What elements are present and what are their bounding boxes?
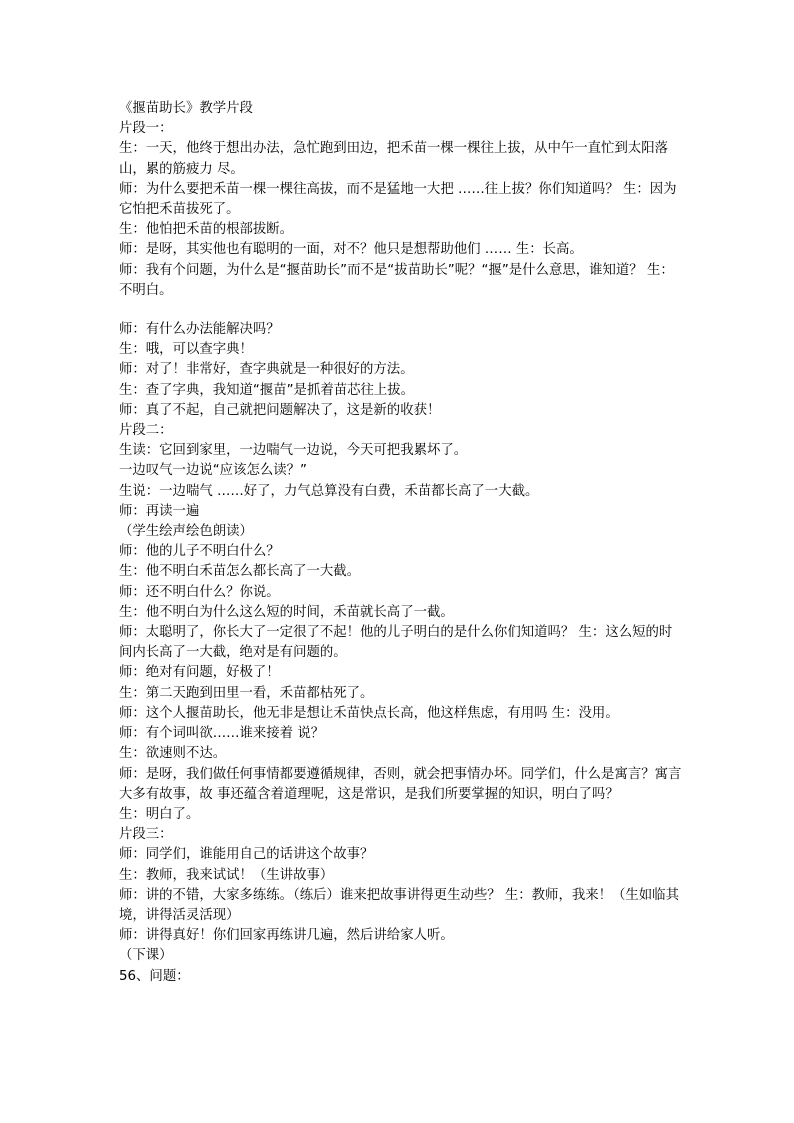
text-line: 生说：一边喘气 ……好了，力气总算没有白费，禾苗都长高了一大截。 — [119, 483, 539, 499]
text-line: 生：明白了。 — [119, 806, 200, 822]
document-title: 《揠苗助长》教学片段 — [119, 101, 253, 116]
text-line: 生：第二天跑到田里一看，禾苗都枯死了。 — [119, 685, 374, 701]
text-line: 师：有个词叫欲……谁来接着 说？ — [119, 726, 325, 742]
text-line: 师：这个人揠苗助长，他无非是想让禾苗快点长高，他这样焦虑，有用吗 生：没用。 — [119, 705, 619, 721]
document-body — [119, 99, 685, 987]
text-line: 师：我有个问题，为什么是“揠苗助长”而不是“拔苗助长”呢？“揠”是什么意思，谁知道？ 生：不明白。 — [119, 262, 674, 298]
text-line: 师：是呀，其实他也有聪明的一面，对不？他只是想帮助他们 …… 生：长高。 — [119, 242, 583, 258]
text-line: 师：有什么办法能解决吗？ — [119, 322, 280, 338]
text-line: 生：他不明白禾苗怎么都长高了一大截。 — [119, 564, 361, 580]
text-line: 师：再读一遍 — [119, 503, 200, 519]
question-number: 56、问题： — [119, 968, 190, 984]
section-heading: 片段一： — [119, 121, 173, 137]
text-line: 生：一天，他终于想出办法，急忙跑到田边，把禾苗一棵一棵往上拔，从中午一直忙到太阳落山，累的筋疲力 尽。 — [119, 141, 669, 177]
text-line: 师：真了不起，自己就把问题解决了，这是新的收获！ — [119, 402, 441, 418]
text-line: 师：他的儿子不明白什么？ — [119, 544, 280, 560]
text-line: 师：同学们，谁能用自己的话讲这个故事？ — [119, 847, 374, 863]
text-line: 生：哦，可以查字典！ — [119, 342, 253, 358]
section-heading: 片段三： — [119, 827, 173, 843]
text-line: 生：查了字典，我知道“揠苗”是抓着苗芯往上拔。 — [119, 382, 415, 398]
text-line: 师：还不明白什么？你说。 — [119, 584, 280, 600]
text-line: 师：对了！非常好，查字典就是一种很好的方法。 — [119, 362, 414, 378]
text-line: 生：他怕把禾苗的根部拔断。 — [119, 222, 294, 238]
text-line: 一边叹气一边说“应该怎么读？” — [119, 463, 307, 479]
text-line: （下课） — [119, 948, 173, 964]
text-line: 生：欲速则不达。 — [119, 746, 227, 762]
text-line: 师：绝对有问题，好极了！ — [119, 665, 280, 681]
text-line: 师：太聪明了，你长大了一定很了不起！他的儿子明白的是什么你们知道吗？ 生：这么短的时间内长高了一大截，绝对是有问题的。 — [119, 625, 673, 661]
text-line: 师：为什么要把禾苗一棵一棵往高拔，而不是猛地一大把 ……往上拔？你们知道吗？ 生：因为它怕把禾苗拔死了。 — [119, 181, 677, 218]
text-line: 师：是呀，我们做任何事情都要遵循规律，否则，就会把事情办坏。同学们，什么是寓言？寓言大多有故事，故 事还蕴含着道理呢，这是常识，是我们所要掌握的知识，明白了吗？ — [119, 766, 682, 802]
section-heading: 片段二： — [119, 423, 173, 439]
blank-line — [119, 301, 685, 320]
text-line: 生：教师，我来试试！（生讲故事） — [119, 867, 334, 883]
text-line: 师：讲得真好！你们回家再练讲几遍，然后讲给家人听。 — [119, 928, 454, 944]
text-line: （学生绘声绘色朗读） — [119, 524, 253, 540]
text-line: 生：他不明白为什么这么短的时间，禾苗就长高了一截。 — [119, 604, 454, 620]
text-line: 师：讲的不错，大家多练练。（练后）谁来把故事讲得更生动些？ 生：教师，我来！（生如临其境，讲得活灵活现） — [119, 887, 679, 923]
text-line: 生读：它回到家里，一边喘气一边说，今天可把我累坏了。 — [119, 443, 468, 459]
